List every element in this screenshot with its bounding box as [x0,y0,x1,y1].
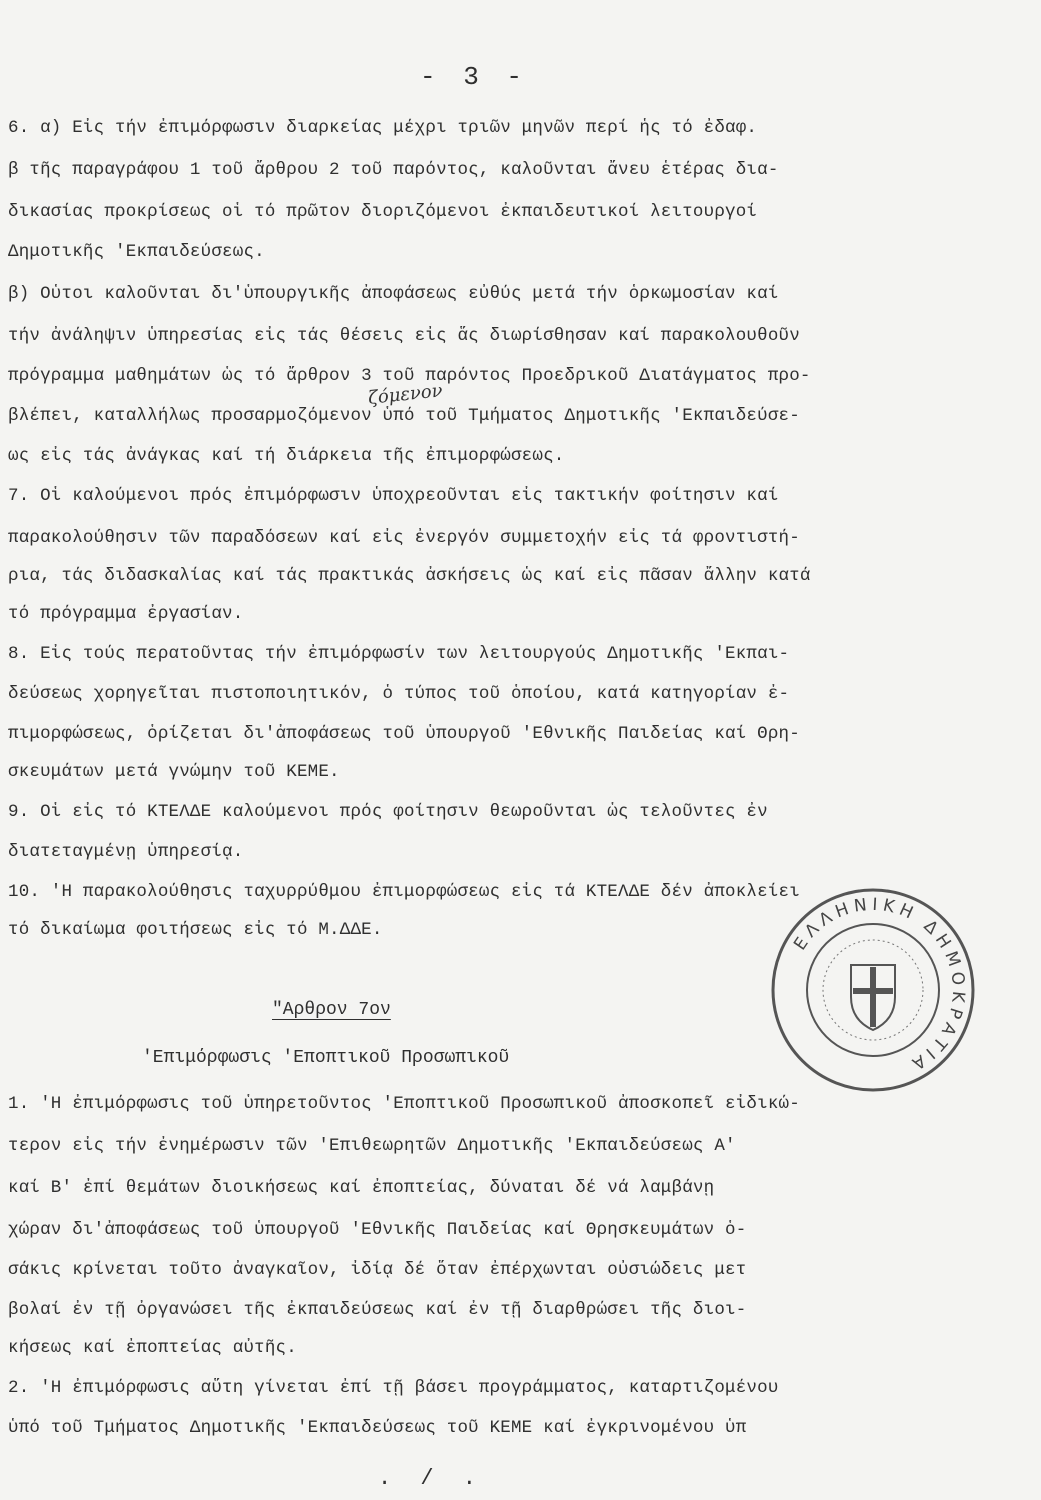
text-line: τήν ἀνάληψιν ὑπηρεσίας εἰς τάς θέσεις εἰς ἅς διωρίσθησαν καί παρακολουθοῦν [8,326,800,346]
text-line: πρόγραμμα μαθημάτων ὡς τό ἄρθρον 3 τοῦ παρόντος Προεδρικοῦ Διατάγματος προ- [8,366,811,386]
text-line: 6. α) Εἰς τήν ἐπιμόρφωσιν διαρκείας μέχρι τριῶν μηνῶν περί ἧς τό ἐδαφ. [8,118,758,138]
text-line: β) Οὗτοι καλοῦνται δι'ὑπουργικῆς ἀποφάσεως εὐθύς μετά τήν ὁρκωμοσίαν καί [8,284,779,304]
text-line: καί Β' ἐπί θεμάτων διοικήσεως καί ἐποπτείας, δύναται δέ νά λαμβάνῃ [8,1178,715,1198]
text-line: τό πρόγραμμα ἐργασίαν. [8,604,244,624]
text-line: κήσεως καί ἐποπτείας αὐτῆς. [8,1338,297,1358]
official-seal-stamp [768,885,978,1095]
text-line: παρακολούθησιν τῶν παραδόσεων καί εἰς ἐνεργόν συμμετοχήν εἰς τά φροντιστή- [8,528,800,548]
text-line: 10. 'Η παρακολούθησις ταχυρρύθμου ἐπιμορφώσεως εἰς τά ΚΤΕΛΔΕ δέν ἀποκλείει [8,882,800,902]
text-line: χώραν δι'ἀποφάσεως τοῦ ὑπουργοῦ 'Εθνικῆς Παιδείας καί Θρησκευμάτων ὁ- [8,1220,747,1240]
seal-icon [768,885,978,1095]
page-number: - 3 - [420,62,529,92]
article-heading: "Αρθρον 7ον [272,1000,391,1020]
text-line: διατεταγμένῃ ὑπηρεσίᾳ. [8,842,244,862]
text-line: β τῆς παραγράφου 1 τοῦ ἄρθρου 2 τοῦ παρόντος, καλοῦνται ἄνευ ἑτέρας δια- [8,160,779,180]
text-line: Δημοτικῆς 'Εκπαιδεύσεως. [8,242,265,262]
text-line: ως εἰς τάς ἀνάγκας καί τή διάρκεια τῆς ἐπιμορφώσεως. [8,446,565,466]
text-line: ρια, τάς διδασκαλίας καί τάς πρακτικάς ἀσκήσεις ὡς καί εἰς πᾶσαν ἄλλην κατά [8,566,811,586]
text-line: πιμορφώσεως, ὁρίζεται δι'ἀποφάσεως τοῦ ὑπουργοῦ 'Εθνικῆς Παιδείας καί Θρη- [8,724,800,744]
svg-text:ΕΛΛΗΝΙΚΗ ΔΗΜΟΚΡΑΤΙΑ: ΕΛΛΗΝΙΚΗ ΔΗΜΟΚΡΑΤΙΑ [790,894,969,1076]
text-line: 1. 'Η ἐπιμόρφωσις τοῦ ὑπηρετοῦντος 'Εποπτικοῦ Προσωπικοῦ ἀποσκοπεῖ εἰδικώ- [8,1094,800,1114]
article-subheading: 'Επιμόρφωσις 'Εποπτικοῦ Προσωπικοῦ [142,1048,510,1068]
text-line: σάκις κρίνεται τοῦτο ἀναγκαῖον, ἰδίᾳ δέ ὅταν ἐπέρχωνται οὐσιώδεις μετ [8,1260,747,1280]
handwritten-correction: ζόμενον [367,380,444,409]
text-line: 9. Οἱ εἰς τό ΚΤΕΛΔΕ καλούμενοι πρός φοίτησιν θεωροῦνται ὡς τελοῦντες ἐν [8,802,768,822]
text-line: 7. Οἱ καλούμενοι πρός ἐπιμόρφωσιν ὑποχρεοῦνται εἰς τακτικήν φοίτησιν καί [8,486,779,506]
continuation-mark: . / . [378,1466,485,1491]
text-line: ὑπό τοῦ Τμήματος Δημοτικῆς 'Εκπαιδεύσεως τοῦ ΚΕΜΕ καί ἐγκρινομένου ὑπ [8,1418,747,1438]
text-line: σκευμάτων μετά γνώμην τοῦ ΚΕΜΕ. [8,762,340,782]
text-line: τερον εἰς τήν ἐνημέρωσιν τῶν 'Επιθεωρητῶν Δημοτικῆς 'Εκπαιδεύσεως Α' [8,1136,736,1156]
text-line: δικασίας προκρίσεως οἱ τό πρῶτον διοριζόμενοι ἐκπαιδευτικοί λειτουργοί [8,202,758,222]
text-line: βολαί ἐν τῇ ὀργανώσει τῆς ἐκπαιδεύσεως καί ἐν τῇ διαρθρώσει τῆς διοι- [8,1300,747,1320]
text-line: βλέπει, καταλλήλως προσαρμοζόμενον ὑπό τοῦ Τμήματος Δημοτικῆς 'Εκπαιδεύσε- [8,406,800,426]
text-line: δεύσεως χορηγεῖται πιστοποιητικόν, ὁ τύπος τοῦ ὁποίου, κατά κατηγορίαν ἐ- [8,684,790,704]
text-line: 8. Εἰς τούς περατοῦντας τήν ἐπιμόρφωσίν των λειτουργούς Δημοτικῆς 'Εκπαι- [8,644,790,664]
text-line: 2. 'Η ἐπιμόρφωσις αὕτη γίνεται ἐπί τῇ βάσει προγράμματος, καταρτιζομένου [8,1378,779,1398]
text-line: τό δικαίωμα φοιτήσεως εἰς τό Μ.ΔΔΕ. [8,920,383,940]
